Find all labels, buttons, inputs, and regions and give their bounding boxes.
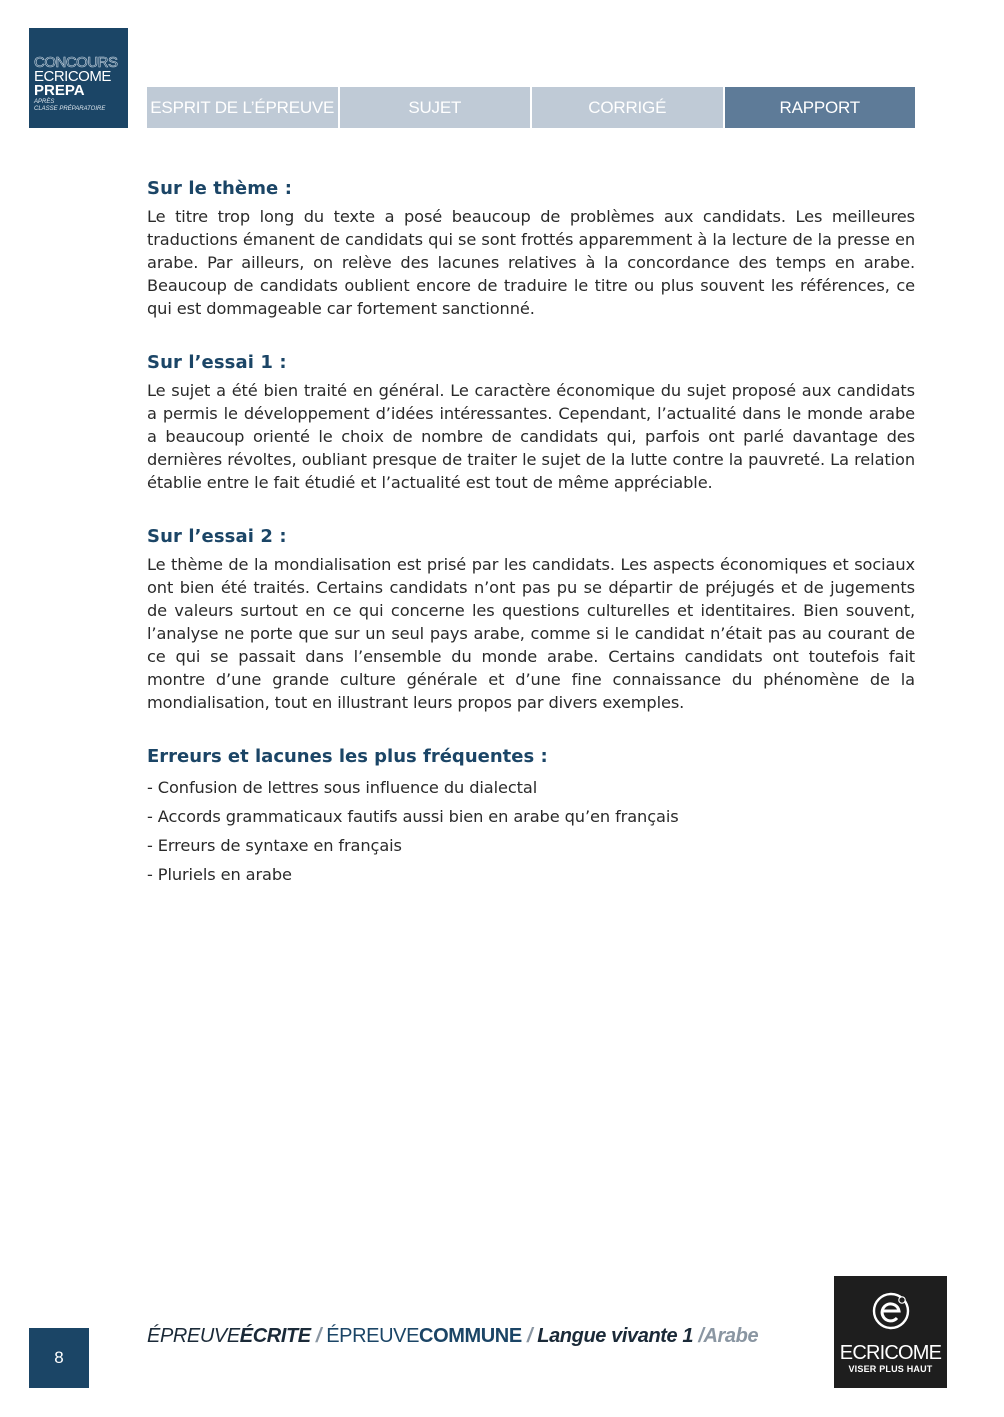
logo-line-apres: APRÈS xyxy=(34,99,55,105)
ecricome-brand-logo xyxy=(834,1276,947,1388)
tab-corrige[interactable]: CORRIGÉ xyxy=(532,87,723,128)
footer-arabe: Arabe xyxy=(703,1325,759,1347)
ecricome-e-icon xyxy=(871,1291,911,1331)
logo-line-ecricome: ECRICOME xyxy=(34,68,111,85)
report-content xyxy=(147,178,915,889)
list-item: - Accords grammaticaux fautifs aussi bien en arabe qu’en français xyxy=(147,807,679,826)
footer-langue: Langue vivante 1 xyxy=(537,1325,694,1347)
footer-ecrite: ÉCRITE xyxy=(239,1325,311,1347)
footer-separator: / xyxy=(693,1325,704,1347)
footer-commune: COMMUNE xyxy=(419,1325,522,1347)
errors-list xyxy=(147,773,915,889)
tab-esprit-epreuve[interactable]: ESPRIT DE L’ÉPREUVE xyxy=(147,87,338,128)
footer-epreuve-1: ÉPREUVE xyxy=(147,1325,240,1347)
section-theme xyxy=(147,178,915,320)
list-item: - Erreurs de syntaxe en français xyxy=(147,836,402,855)
section-essai-2 xyxy=(147,526,915,714)
section-title-theme: Sur le thème : xyxy=(147,178,293,199)
list-item: - Confusion de lettres sous influence du dialectal xyxy=(147,778,538,797)
section-title-errors: Erreurs et lacunes les plus fréquentes : xyxy=(147,746,548,767)
logo-line-concours: CONCOURS xyxy=(34,54,118,71)
footer-exam-title xyxy=(147,1325,758,1348)
brand-name: ECRICOME xyxy=(839,1342,942,1364)
section-errors xyxy=(147,746,915,889)
tab-sujet[interactable]: SUJET xyxy=(340,87,531,128)
list-item: - Pluriels en arabe xyxy=(147,865,292,884)
section-body-essai-2: Le thème de la mondialisation est prisé par les candidats. Les aspects économiques et sociaux ont bien été traités. Certains candidats n’ont pas pu se départir de préjugés et de jugements de valeurs surtout en ce qui concerne les questions culturelles et identitaires. Bien souvent, l’analyse ne porte que sur un seul pays arabe, comme si le candidat n’était pas au courant de ce qui se passait dans l’ensemble du monde arabe. Certains candidats ont toutefois fait montre d’une grande culture générale et d’une fine connaissance du phénomène de la mondialisation, tout en illustrant leurs propos par divers exemples. xyxy=(147,555,915,712)
section-title-essai-2: Sur l’essai 2 : xyxy=(147,526,287,547)
concours-logo xyxy=(29,28,128,128)
logo-line-prepa: PREPA xyxy=(34,82,85,99)
page-number: 8 xyxy=(29,1328,89,1388)
footer-separator: / xyxy=(310,1325,327,1347)
section-body-essai-1: Le sujet a été bien traité en général. Le caractère économique du sujet proposé aux candidats a permis le développement d’idées intéressantes. Cependant, l’actualité dans le monde arabe a beaucoup orienté le choix de nombre de candidats qui, parfois ont parlé davantage des dernières révoltes, oubliant presque de traiter le sujet de la lutte contre la pauvreté. La relation établie entre le fait étudié et l’actualité est tout de même appréciable. xyxy=(147,381,915,492)
section-title-essai-1: Sur l’essai 1 : xyxy=(147,352,287,373)
footer-epreuve-2: ÉPREUVE xyxy=(326,1325,420,1347)
section-essai-1 xyxy=(147,352,915,494)
section-tabs xyxy=(147,87,915,128)
tab-rapport[interactable]: RAPPORT xyxy=(725,87,916,128)
brand-tagline: VISER PLUS HAUT xyxy=(848,1364,933,1374)
section-body-theme: Le titre trop long du texte a posé beaucoup de problèmes aux candidats. Les meilleures traductions émanent de candidats qui se sont frottés apparemment à la lecture de la presse en arabe. Par ailleurs, on relève des lacunes relatives à la concordance des temps en arabe. Beaucoup de candidats oublient encore de traduire le titre ou plus souvent les références, ce qui est dommageable car fortement sanctionné. xyxy=(147,207,915,318)
footer-separator: / xyxy=(521,1325,538,1347)
logo-line-classe: CLASSE PRÉPARATOIRE xyxy=(34,106,106,112)
